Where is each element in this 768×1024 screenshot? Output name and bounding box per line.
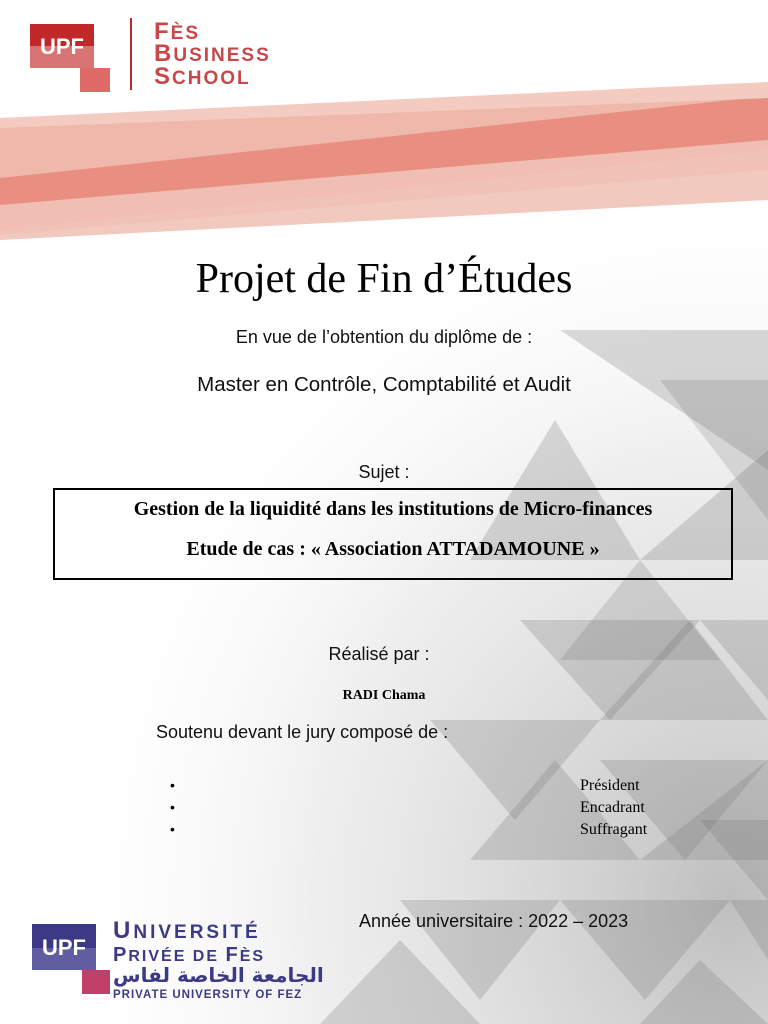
bullet-icon: • xyxy=(170,777,175,793)
upf-logo-icon xyxy=(30,24,110,94)
subject-label: Sujet : xyxy=(358,462,410,482)
school-name-line3: SCHOOL xyxy=(154,63,251,90)
jury-role: Suffragant xyxy=(580,821,648,838)
author-name: RADI Chama xyxy=(342,688,426,703)
upf-badge-text: UPF xyxy=(42,935,86,960)
subject-title: Gestion de la liquidité dans les institutions de Micro-finances xyxy=(133,498,653,520)
jury-role: Président xyxy=(580,777,640,794)
university-name-english: PRIVATE UNIVERSITY OF FEZ xyxy=(113,989,303,1001)
jury-role: Encadrant xyxy=(580,799,645,816)
university-name-line1: UNIVERSITÉ xyxy=(113,917,261,944)
bullet-icon: • xyxy=(170,821,175,837)
logo-divider xyxy=(130,18,132,90)
upf-university-logo-icon xyxy=(32,924,110,994)
subject-case-study: Etude de cas : « Association ATTADAMOUNE » xyxy=(186,538,600,560)
author-label: Réalisé par : xyxy=(328,644,430,664)
subtitle: En vue de l’obtention du diplôme de : xyxy=(235,327,533,347)
diploma-name: Master en Contrôle, Comptabilité et Audit xyxy=(197,373,571,396)
university-name-line2: PRIVÉE DE FÈS xyxy=(113,944,266,966)
academic-year: Année universitaire : 2022 – 2023 xyxy=(359,911,629,931)
upf-badge-text: UPF xyxy=(40,34,84,59)
jury-member-row xyxy=(170,821,690,843)
school-name-line2: BUSINESS xyxy=(154,40,271,67)
school-name-line1: FÈS xyxy=(154,18,201,45)
bullet-icon: • xyxy=(170,799,175,815)
university-name-arabic: الجامعة الخاصة لفاس xyxy=(113,963,324,987)
jury-label: Soutenu devant le jury composé de : xyxy=(156,722,449,742)
jury-member-row xyxy=(170,777,690,799)
jury-member-row xyxy=(170,799,690,821)
page-title: Projet de Fin d’Études xyxy=(195,256,573,302)
